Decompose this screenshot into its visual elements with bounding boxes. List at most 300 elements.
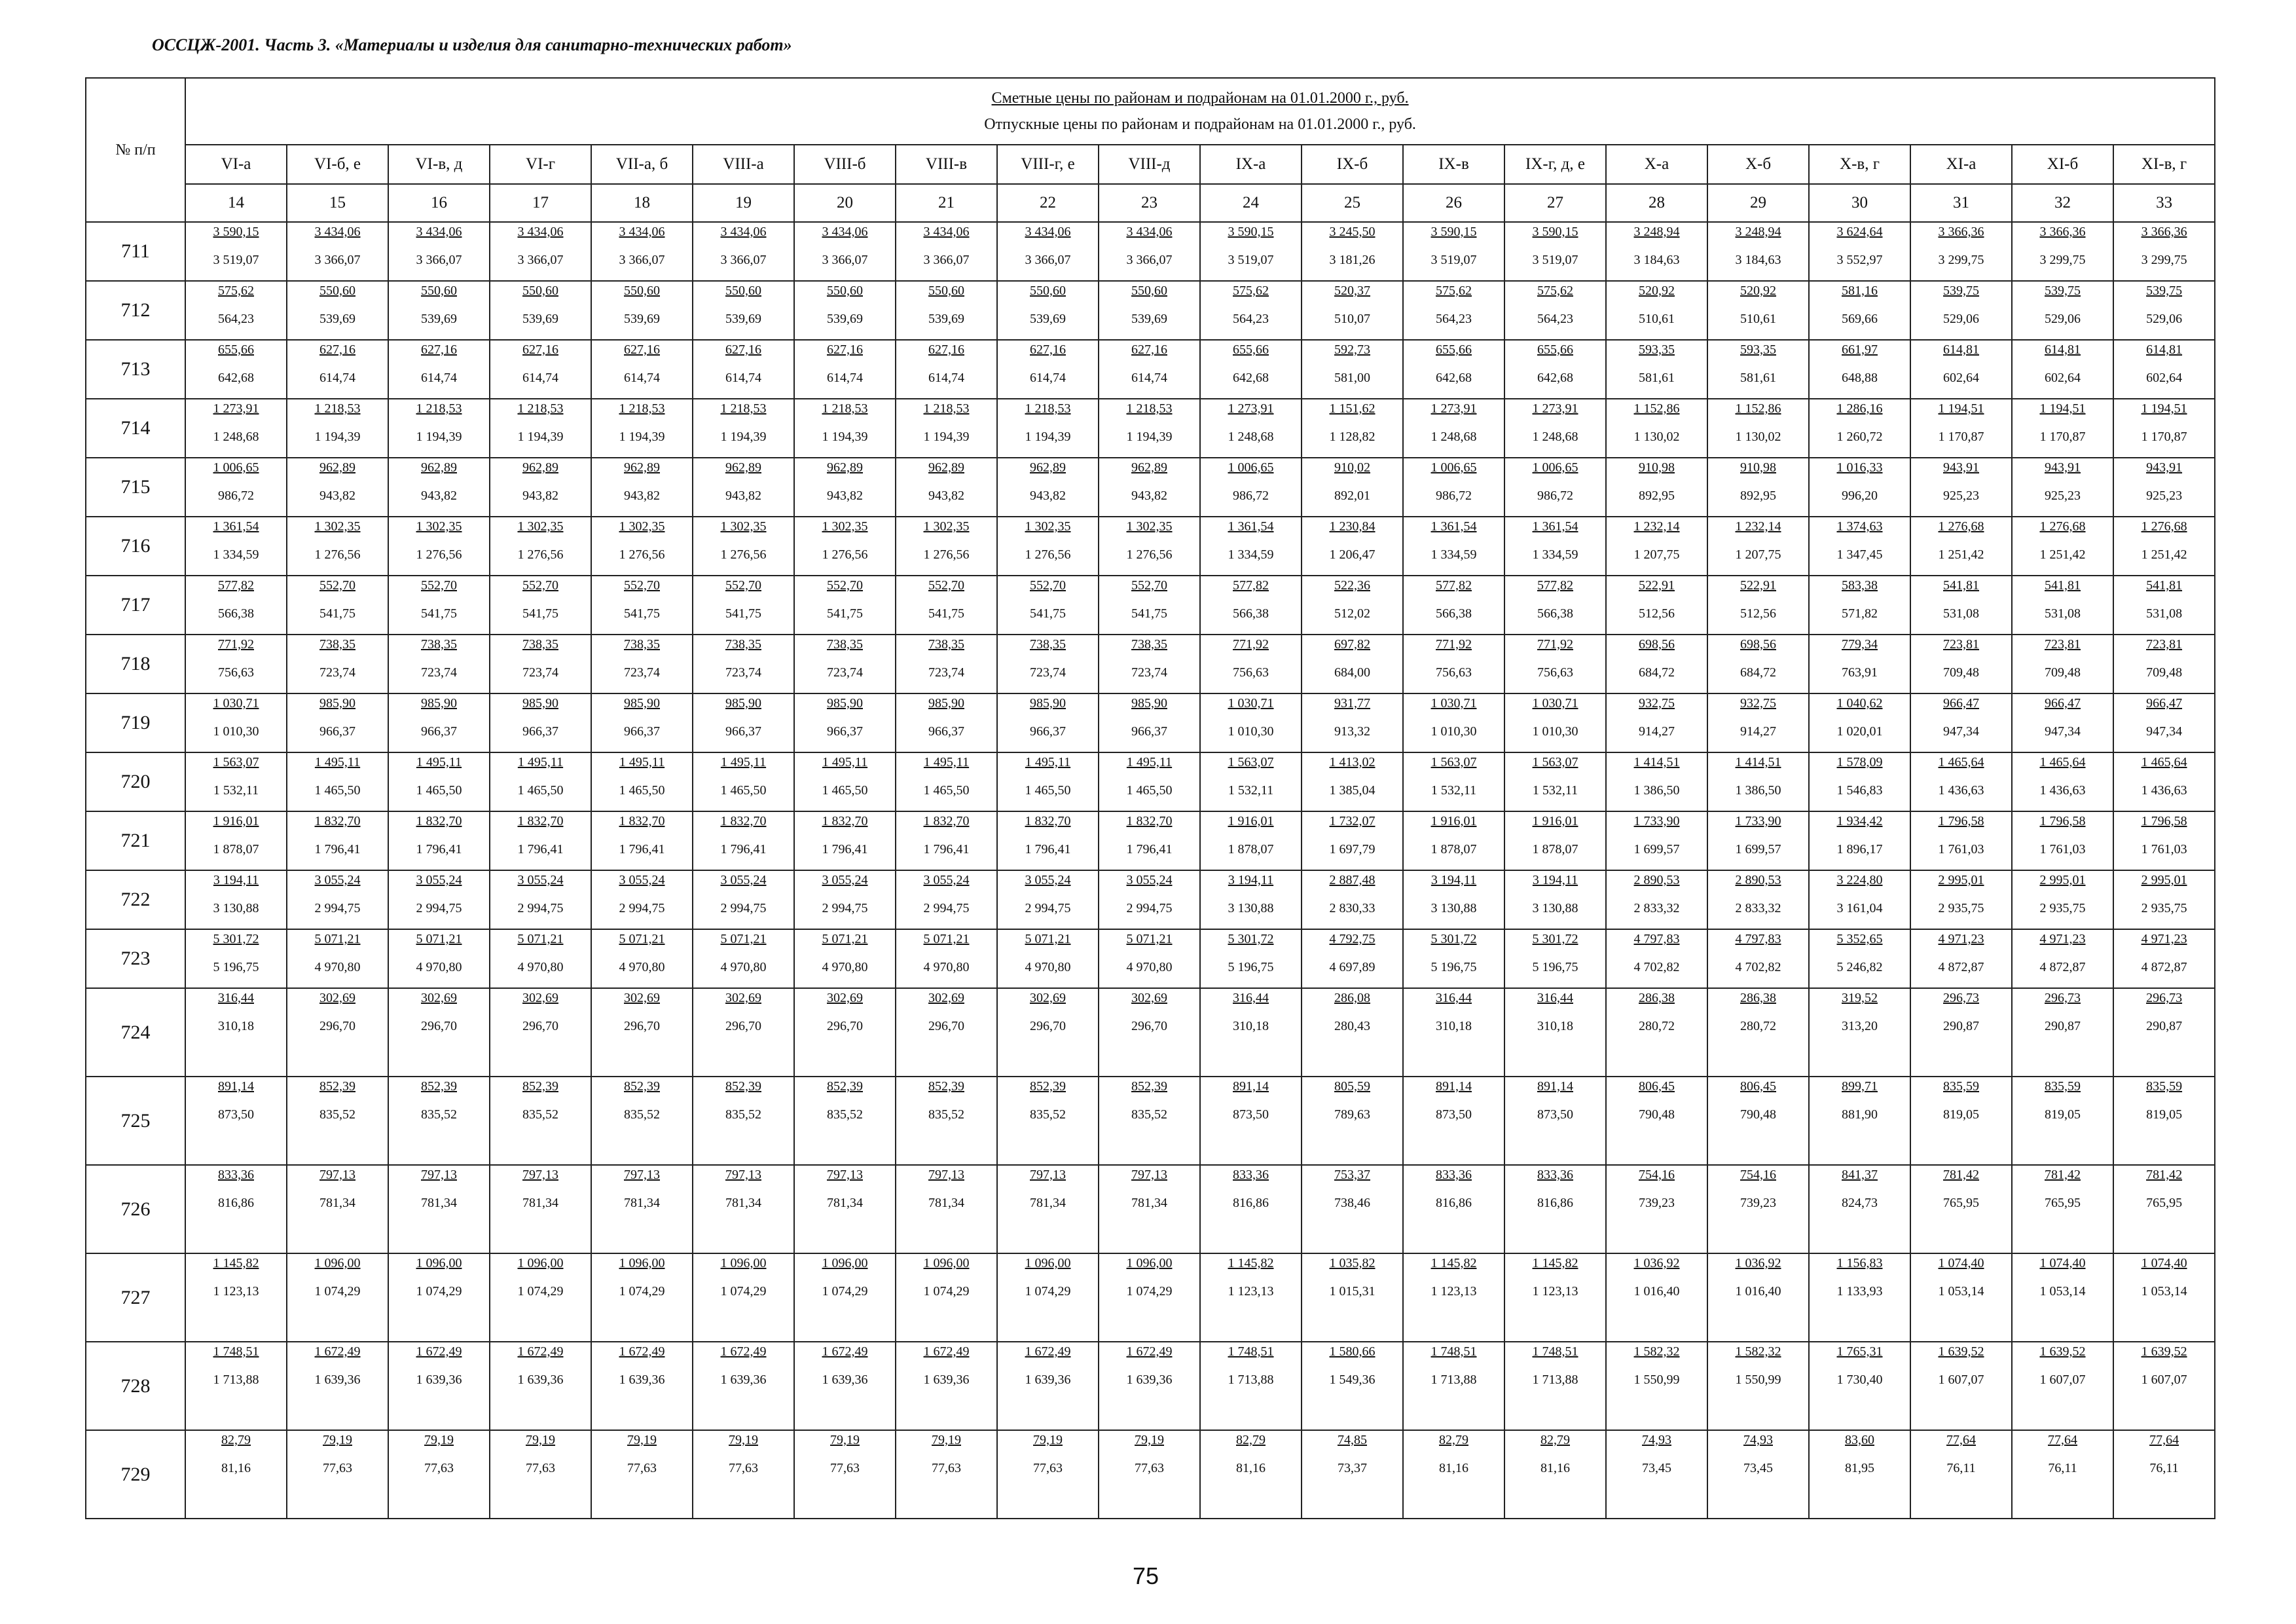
release-price: 943,82 bbox=[1030, 489, 1066, 503]
estimated-price: 316,44 bbox=[1233, 991, 1269, 1005]
price-cell bbox=[1200, 693, 1302, 752]
estimated-price: 550,60 bbox=[1030, 284, 1066, 298]
release-price: 3 519,07 bbox=[1228, 253, 1274, 267]
price-cell bbox=[1403, 870, 1504, 929]
estimated-price: 1 374,63 bbox=[1836, 519, 1883, 534]
estimated-price: 3 434,06 bbox=[720, 225, 767, 239]
estimated-price: 520,92 bbox=[1639, 284, 1675, 298]
release-price: 1 699,57 bbox=[1633, 842, 1680, 857]
price-cell bbox=[1910, 340, 2012, 399]
release-price: 614,74 bbox=[421, 371, 457, 385]
price-cell bbox=[693, 222, 794, 281]
estimated-price: 3 366,36 bbox=[2141, 225, 2187, 239]
table-row bbox=[86, 222, 2215, 281]
release-price: 1 796,41 bbox=[822, 842, 868, 857]
price-cell bbox=[185, 752, 287, 811]
price-cell bbox=[1809, 1342, 1910, 1430]
estimated-price: 4 971,23 bbox=[2141, 932, 2187, 946]
estimated-price: 3 055,24 bbox=[1025, 873, 1071, 887]
estimated-price: 931,77 bbox=[1334, 696, 1370, 710]
price-cell bbox=[794, 752, 896, 811]
estimated-price: 302,69 bbox=[928, 991, 964, 1005]
price-cell bbox=[794, 399, 896, 458]
estimated-price: 4 971,23 bbox=[1938, 932, 1984, 946]
estimated-price: 1 672,49 bbox=[314, 1344, 361, 1359]
price-cell bbox=[591, 752, 693, 811]
estimated-price: 852,39 bbox=[928, 1079, 964, 1094]
table-row bbox=[86, 340, 2215, 399]
price-cell bbox=[185, 988, 287, 1077]
price-cell bbox=[693, 635, 794, 693]
release-price: 1 730,40 bbox=[1836, 1373, 1883, 1387]
release-price: 819,05 bbox=[2045, 1107, 2081, 1122]
release-price: 5 196,75 bbox=[1228, 960, 1274, 974]
estimated-price: 1 465,64 bbox=[1938, 755, 1984, 769]
release-price: 566,38 bbox=[218, 606, 254, 621]
estimated-price: 614,81 bbox=[2045, 342, 2081, 357]
release-price: 1 713,88 bbox=[1430, 1373, 1477, 1387]
estimated-price: 1 563,07 bbox=[213, 755, 259, 769]
release-price: 1 385,04 bbox=[1329, 783, 1376, 798]
price-cell bbox=[1606, 693, 1707, 752]
estimated-price: 835,59 bbox=[1943, 1079, 1979, 1094]
release-price: 1 639,36 bbox=[1025, 1373, 1071, 1387]
estimated-price: 1 672,49 bbox=[619, 1344, 665, 1359]
column-number: 16 bbox=[388, 184, 490, 222]
estimated-price: 723,81 bbox=[2146, 637, 2183, 652]
estimated-price: 74,93 bbox=[1743, 1433, 1773, 1447]
release-price: 1 276,56 bbox=[314, 547, 361, 562]
price-cell bbox=[1606, 281, 1707, 340]
row-number: 711 bbox=[86, 222, 185, 281]
estimated-price: 522,36 bbox=[1334, 578, 1370, 593]
release-price: 1 550,99 bbox=[1633, 1373, 1680, 1387]
estimated-price: 79,19 bbox=[1033, 1433, 1063, 1447]
release-price: 892,01 bbox=[1334, 489, 1370, 503]
price-cell bbox=[1606, 517, 1707, 576]
estimated-price: 852,39 bbox=[1131, 1079, 1167, 1094]
estimated-price: 1 580,66 bbox=[1329, 1344, 1376, 1359]
price-cell bbox=[388, 1430, 490, 1519]
estimated-price: 1 832,70 bbox=[1126, 814, 1173, 828]
price-cell bbox=[1606, 929, 1707, 988]
price-cell bbox=[1707, 340, 1809, 399]
estimated-price: 5 301,72 bbox=[1228, 932, 1274, 946]
release-price: 5 246,82 bbox=[1836, 960, 1883, 974]
release-price: 280,43 bbox=[1334, 1019, 1370, 1033]
release-price: 77,63 bbox=[323, 1461, 352, 1475]
price-cell bbox=[997, 1165, 1099, 1253]
release-price: 313,20 bbox=[1842, 1019, 1878, 1033]
release-price: 1 796,41 bbox=[923, 842, 970, 857]
price-cell bbox=[1809, 811, 1910, 870]
table-row bbox=[86, 1077, 2215, 1165]
price-cell bbox=[1504, 517, 1606, 576]
estimated-price: 1 030,71 bbox=[213, 696, 259, 710]
column-number: 18 bbox=[591, 184, 693, 222]
estimated-price: 910,98 bbox=[1740, 460, 1776, 475]
estimated-price: 833,36 bbox=[1537, 1168, 1573, 1182]
estimated-price: 1 672,49 bbox=[517, 1344, 564, 1359]
estimated-price: 805,59 bbox=[1334, 1079, 1370, 1094]
price-cell bbox=[287, 1077, 388, 1165]
price-cell bbox=[1504, 1165, 1606, 1253]
release-price: 1 550,99 bbox=[1735, 1373, 1781, 1387]
release-price: 1 207,75 bbox=[1735, 547, 1781, 562]
price-cell bbox=[1302, 635, 1403, 693]
price-cell bbox=[1504, 870, 1606, 929]
release-price: 510,61 bbox=[1740, 312, 1776, 326]
zone-header: VIII-г, е bbox=[997, 145, 1099, 184]
zone-header: XI-б bbox=[2012, 145, 2113, 184]
price-cell bbox=[896, 458, 997, 517]
price-cell bbox=[896, 635, 997, 693]
release-price: 5 196,75 bbox=[1430, 960, 1477, 974]
release-price: 1 074,29 bbox=[517, 1284, 564, 1299]
price-cell bbox=[693, 693, 794, 752]
release-price: 1 465,50 bbox=[720, 783, 767, 798]
release-price: 943,82 bbox=[827, 489, 863, 503]
release-price: 1 074,29 bbox=[720, 1284, 767, 1299]
price-cell bbox=[1504, 576, 1606, 635]
release-price: 571,82 bbox=[1842, 606, 1878, 621]
estimated-price: 541,81 bbox=[2146, 578, 2183, 593]
zone-header: IX-в bbox=[1403, 145, 1504, 184]
estimated-price: 74,93 bbox=[1642, 1433, 1671, 1447]
release-price: 1 796,41 bbox=[314, 842, 361, 857]
release-price: 790,48 bbox=[1639, 1107, 1675, 1122]
row-number-header: № п/п bbox=[86, 78, 185, 222]
zone-header: VI-в, д bbox=[388, 145, 490, 184]
estimated-price: 1 302,35 bbox=[1025, 519, 1071, 534]
row-number: 714 bbox=[86, 399, 185, 458]
price-cell bbox=[490, 222, 591, 281]
release-price: 1 878,07 bbox=[1532, 842, 1578, 857]
price-cell bbox=[693, 399, 794, 458]
estimated-price: 852,39 bbox=[725, 1079, 761, 1094]
estimated-price: 891,14 bbox=[1233, 1079, 1269, 1094]
estimated-price: 302,69 bbox=[725, 991, 761, 1005]
price-cell bbox=[1707, 693, 1809, 752]
estimated-price: 754,16 bbox=[1740, 1168, 1776, 1182]
release-price: 1 053,14 bbox=[2141, 1284, 2187, 1299]
table-row bbox=[86, 811, 2215, 870]
release-price: 4 970,80 bbox=[517, 960, 564, 974]
release-price: 539,69 bbox=[421, 312, 457, 326]
release-price: 1 276,56 bbox=[517, 547, 564, 562]
release-price: 1 194,39 bbox=[416, 430, 462, 444]
price-cell bbox=[1403, 517, 1504, 576]
estimated-price: 985,90 bbox=[1030, 696, 1066, 710]
price-cell bbox=[1606, 811, 1707, 870]
release-price: 1 465,50 bbox=[822, 783, 868, 798]
estimated-price: 627,16 bbox=[1030, 342, 1066, 357]
release-price: 77,63 bbox=[627, 1461, 657, 1475]
price-cell bbox=[1809, 340, 1910, 399]
column-number: 29 bbox=[1707, 184, 1809, 222]
estimated-price: 779,34 bbox=[1842, 637, 1878, 652]
release-price: 835,52 bbox=[928, 1107, 964, 1122]
release-price: 1 465,50 bbox=[1126, 783, 1173, 798]
price-cell bbox=[693, 1430, 794, 1519]
release-price: 77,63 bbox=[424, 1461, 454, 1475]
price-cell bbox=[490, 1165, 591, 1253]
estimated-price: 592,73 bbox=[1334, 342, 1370, 357]
price-cell bbox=[1606, 1253, 1707, 1342]
release-price: 3 161,04 bbox=[1836, 901, 1883, 915]
price-cell bbox=[794, 929, 896, 988]
estimated-price: 627,16 bbox=[827, 342, 863, 357]
price-cell bbox=[1707, 929, 1809, 988]
price-cell bbox=[2113, 693, 2215, 752]
price-cell bbox=[287, 1165, 388, 1253]
release-price: 1 248,68 bbox=[213, 430, 259, 444]
price-cell bbox=[287, 811, 388, 870]
release-price: 1 016,40 bbox=[1735, 1284, 1781, 1299]
row-number: 726 bbox=[86, 1165, 185, 1253]
estimated-price: 910,02 bbox=[1334, 460, 1370, 475]
release-price: 296,70 bbox=[1030, 1019, 1066, 1033]
release-price: 4 872,87 bbox=[2141, 960, 2187, 974]
price-cell bbox=[1403, 1253, 1504, 1342]
estimated-price: 3 590,15 bbox=[1228, 225, 1274, 239]
price-cell bbox=[1504, 281, 1606, 340]
price-cell bbox=[1403, 929, 1504, 988]
estimated-price: 552,70 bbox=[624, 578, 660, 593]
row-number: 724 bbox=[86, 988, 185, 1077]
release-price: 1 194,39 bbox=[619, 430, 665, 444]
price-cell bbox=[591, 399, 693, 458]
column-number: 31 bbox=[1910, 184, 2012, 222]
release-price: 541,75 bbox=[725, 606, 761, 621]
price-cell bbox=[388, 458, 490, 517]
release-price: 602,64 bbox=[1943, 371, 1979, 385]
release-price: 1 465,50 bbox=[923, 783, 970, 798]
zone-header-row bbox=[86, 145, 2215, 184]
release-price: 2 994,75 bbox=[822, 901, 868, 915]
estimated-price: 852,39 bbox=[522, 1079, 558, 1094]
release-price: 835,52 bbox=[522, 1107, 558, 1122]
zone-header: VI-б, е bbox=[287, 145, 388, 184]
estimated-price: 852,39 bbox=[624, 1079, 660, 1094]
estimated-price: 1 732,07 bbox=[1329, 814, 1376, 828]
price-cell bbox=[794, 693, 896, 752]
zone-header: VII-а, б bbox=[591, 145, 693, 184]
estimated-price: 962,89 bbox=[319, 460, 355, 475]
release-price: 81,95 bbox=[1845, 1461, 1874, 1475]
price-cell bbox=[1707, 988, 1809, 1077]
estimated-price: 1 006,65 bbox=[1430, 460, 1477, 475]
estimated-price: 296,73 bbox=[2146, 991, 2183, 1005]
price-cell bbox=[896, 870, 997, 929]
price-cell bbox=[185, 870, 287, 929]
release-price: 1 194,39 bbox=[517, 430, 564, 444]
estimated-price: 1 232,14 bbox=[1735, 519, 1781, 534]
estimated-price: 3 366,36 bbox=[2039, 225, 2086, 239]
estimated-price: 3 624,64 bbox=[1836, 225, 1883, 239]
price-cell bbox=[490, 1077, 591, 1165]
release-price: 723,74 bbox=[725, 665, 761, 680]
price-cell bbox=[997, 929, 1099, 988]
price-cell bbox=[1302, 693, 1403, 752]
release-price: 3 130,88 bbox=[213, 901, 259, 915]
release-price: 564,23 bbox=[1537, 312, 1573, 326]
price-cell bbox=[1910, 399, 2012, 458]
estimated-price: 1 733,90 bbox=[1735, 814, 1781, 828]
estimated-price: 1 302,35 bbox=[1126, 519, 1173, 534]
price-cell bbox=[693, 752, 794, 811]
price-cell bbox=[1302, 988, 1403, 1077]
estimated-price: 962,89 bbox=[827, 460, 863, 475]
price-cell bbox=[2012, 222, 2113, 281]
price-cell bbox=[185, 1165, 287, 1253]
price-cell bbox=[185, 281, 287, 340]
release-price: 709,48 bbox=[2045, 665, 2081, 680]
estimated-price: 1 748,51 bbox=[1228, 1344, 1274, 1359]
price-cell bbox=[997, 1077, 1099, 1165]
estimated-price: 833,36 bbox=[218, 1168, 254, 1182]
release-price: 296,70 bbox=[421, 1019, 457, 1033]
price-cell bbox=[388, 399, 490, 458]
release-price: 966,37 bbox=[928, 724, 964, 739]
price-cell bbox=[490, 1430, 591, 1519]
release-price: 1 639,36 bbox=[416, 1373, 462, 1387]
price-cell bbox=[388, 811, 490, 870]
price-cell bbox=[2012, 458, 2113, 517]
estimated-price: 1 074,40 bbox=[2141, 1256, 2187, 1270]
price-cell bbox=[1606, 1430, 1707, 1519]
estimated-price: 1 302,35 bbox=[314, 519, 361, 534]
price-cell bbox=[1809, 281, 1910, 340]
price-cell bbox=[388, 1165, 490, 1253]
estimated-price: 1 096,00 bbox=[1025, 1256, 1071, 1270]
estimated-price: 962,89 bbox=[421, 460, 457, 475]
price-cell bbox=[388, 693, 490, 752]
table-row bbox=[86, 458, 2215, 517]
estimated-price: 1 036,92 bbox=[1735, 1256, 1781, 1270]
estimated-price: 3 194,11 bbox=[1430, 873, 1477, 887]
price-cell bbox=[490, 576, 591, 635]
estimated-price: 753,37 bbox=[1334, 1168, 1370, 1182]
price-cell bbox=[896, 281, 997, 340]
release-price: 873,50 bbox=[1436, 1107, 1472, 1122]
zone-header: VIII-б bbox=[794, 145, 896, 184]
price-cell bbox=[2012, 1077, 2113, 1165]
estimated-price: 1 145,82 bbox=[213, 1256, 259, 1270]
column-number: 20 bbox=[794, 184, 896, 222]
estimated-price: 319,52 bbox=[1842, 991, 1878, 1005]
row-number: 720 bbox=[86, 752, 185, 811]
release-price: 310,18 bbox=[1436, 1019, 1472, 1033]
price-cell bbox=[2113, 458, 2215, 517]
price-cell bbox=[1099, 1430, 1200, 1519]
price-cell bbox=[1809, 693, 1910, 752]
estimated-price: 1 495,11 bbox=[822, 755, 868, 769]
estimated-price: 723,81 bbox=[2045, 637, 2081, 652]
release-price: 2 994,75 bbox=[1025, 901, 1071, 915]
estimated-price: 79,19 bbox=[424, 1433, 454, 1447]
release-price: 73,45 bbox=[1743, 1461, 1773, 1475]
release-price: 3 519,07 bbox=[213, 253, 259, 267]
release-price: 1 251,42 bbox=[2039, 547, 2086, 562]
estimated-price: 797,13 bbox=[725, 1168, 761, 1182]
price-cell bbox=[1910, 635, 2012, 693]
price-cell bbox=[1403, 1165, 1504, 1253]
release-price: 3 299,75 bbox=[2039, 253, 2086, 267]
release-price: 816,86 bbox=[1436, 1196, 1472, 1210]
release-price: 1 546,83 bbox=[1836, 783, 1883, 798]
release-price: 925,23 bbox=[1943, 489, 1979, 503]
release-price: 614,74 bbox=[1131, 371, 1167, 385]
price-cell bbox=[896, 576, 997, 635]
price-cell bbox=[1606, 458, 1707, 517]
table-row bbox=[86, 693, 2215, 752]
estimated-price: 5 071,21 bbox=[314, 932, 361, 946]
estimated-price: 1 302,35 bbox=[416, 519, 462, 534]
estimated-price: 575,62 bbox=[1436, 284, 1472, 298]
release-price: 709,48 bbox=[1943, 665, 1979, 680]
release-price: 1 010,30 bbox=[1228, 724, 1274, 739]
release-price: 81,16 bbox=[1439, 1461, 1468, 1475]
price-cell bbox=[1910, 1430, 2012, 1519]
price-cell bbox=[794, 222, 896, 281]
price-cell bbox=[287, 1342, 388, 1430]
price-cell bbox=[997, 870, 1099, 929]
price-cell bbox=[693, 988, 794, 1077]
price-cell bbox=[1910, 517, 2012, 576]
estimated-price: 781,42 bbox=[2146, 1168, 2183, 1182]
price-cell bbox=[287, 870, 388, 929]
price-cell bbox=[591, 458, 693, 517]
estimated-price: 1 302,35 bbox=[720, 519, 767, 534]
price-cell bbox=[1302, 811, 1403, 870]
release-price: 925,23 bbox=[2146, 489, 2183, 503]
estimated-price: 1 096,00 bbox=[416, 1256, 462, 1270]
price-cell bbox=[1910, 1165, 2012, 1253]
release-price: 310,18 bbox=[1233, 1019, 1269, 1033]
price-cell bbox=[2012, 576, 2113, 635]
release-price: 3 366,07 bbox=[720, 253, 767, 267]
price-cell bbox=[794, 811, 896, 870]
release-price: 1 639,36 bbox=[314, 1373, 361, 1387]
estimated-price: 577,82 bbox=[1537, 578, 1573, 593]
release-price: 781,34 bbox=[827, 1196, 863, 1210]
price-cell bbox=[185, 576, 287, 635]
estimated-price: 1 232,14 bbox=[1633, 519, 1680, 534]
release-price: 739,23 bbox=[1639, 1196, 1675, 1210]
release-price: 76,11 bbox=[1946, 1461, 1976, 1475]
table-row bbox=[86, 281, 2215, 340]
price-cell bbox=[1200, 517, 1302, 576]
price-cell bbox=[1403, 811, 1504, 870]
estimated-price: 79,19 bbox=[627, 1433, 657, 1447]
estimated-price: 5 301,72 bbox=[1532, 932, 1578, 946]
release-price: 4 970,80 bbox=[416, 960, 462, 974]
release-price: 296,70 bbox=[1131, 1019, 1167, 1033]
price-cell bbox=[591, 870, 693, 929]
estimated-price: 1 218,53 bbox=[416, 401, 462, 416]
price-cell bbox=[388, 576, 490, 635]
estimated-price: 5 352,65 bbox=[1836, 932, 1883, 946]
price-cell bbox=[490, 1342, 591, 1430]
release-price: 684,72 bbox=[1639, 665, 1675, 680]
release-price: 602,64 bbox=[2045, 371, 2081, 385]
zone-header: X-а bbox=[1606, 145, 1707, 184]
estimated-price: 3 055,24 bbox=[822, 873, 868, 887]
row-number: 719 bbox=[86, 693, 185, 752]
release-price: 1 465,50 bbox=[416, 783, 462, 798]
table-row bbox=[86, 576, 2215, 635]
